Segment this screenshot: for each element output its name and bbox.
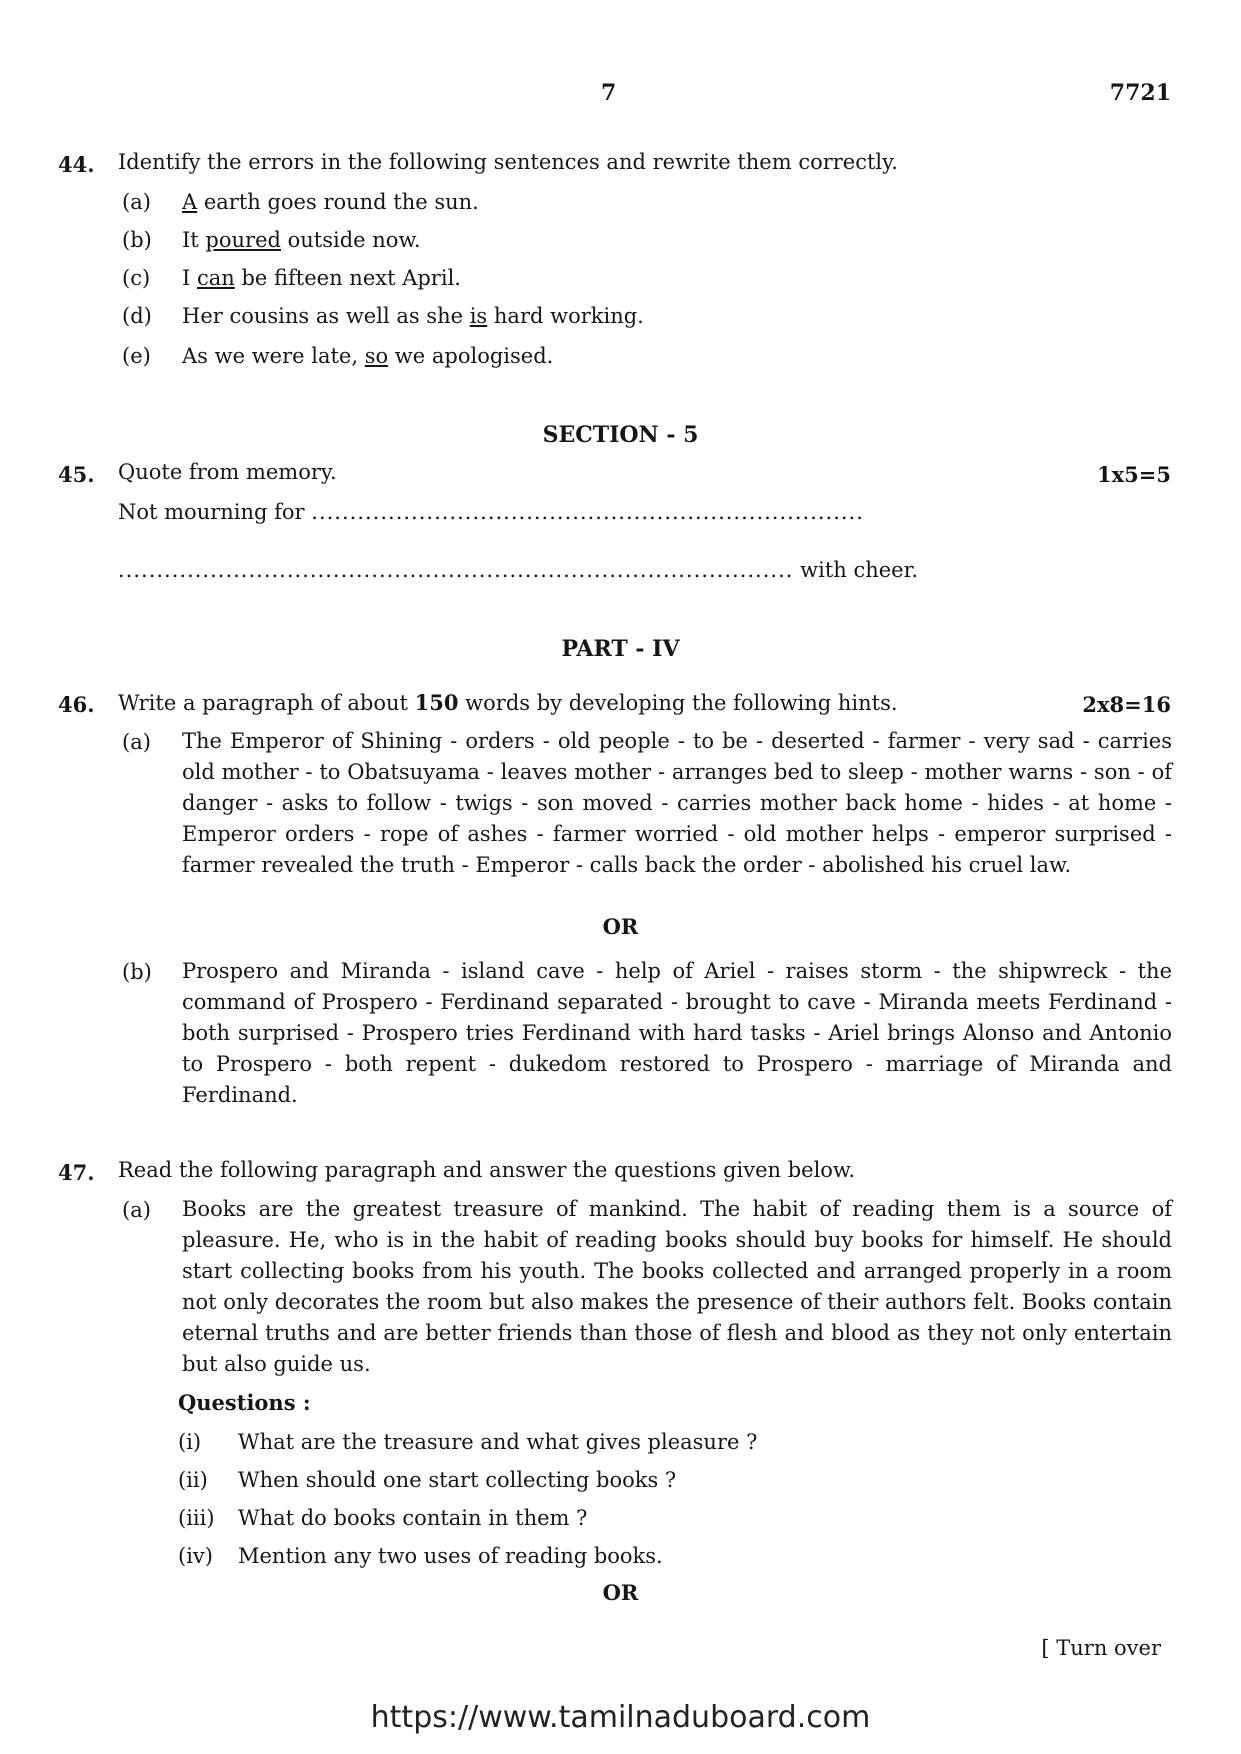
watermark-url: https://www.tamilnaduboard.com	[370, 1700, 871, 1735]
q47-iii-text: What do books contain in them ?	[238, 1506, 588, 1530]
q46-b-hints: Prospero and Miranda - island cave - help of Ariel - raises storm - the shipwreck - the command of Prospero - Ferdinand separated - brought to cave - Miranda meets Ferdinand - both surprised - Prospero tries Ferdinand with hard tasks - Ariel brings Alonso and Antonio to Prospero - both repent - dukedom restored to Prospero - marriage of Miranda and Ferdinand.	[182, 959, 1172, 1107]
q47-i-label: (i)	[178, 1430, 202, 1454]
question-47-number: 47.	[58, 1160, 95, 1185]
q46-a-label: (a)	[122, 730, 151, 754]
q44-item-d-label: (d)	[122, 304, 152, 328]
part-4-title: PART - IV	[561, 636, 680, 662]
page-number: 7	[601, 80, 617, 106]
question-46-instruction: Write a paragraph of about 150 words by developing the following hints.	[118, 690, 898, 715]
turn-over-note: [ Turn over	[1041, 1636, 1161, 1660]
question-46-marks: 2x8=16	[1082, 692, 1171, 717]
q47-iii-label: (iii)	[178, 1506, 215, 1530]
q47-or: OR	[602, 1580, 639, 1605]
question-44-number: 44.	[58, 152, 95, 177]
q45-line-2: ........................................................................................ with cheer.	[118, 558, 919, 582]
q46-or: OR	[602, 914, 639, 939]
q44-item-e-label: (e)	[122, 344, 151, 368]
q46-b-label: (b)	[122, 960, 152, 984]
q47-iv-label: (iv)	[178, 1544, 213, 1568]
question-45-number: 45.	[58, 462, 95, 487]
q47-a-passage: Books are the greatest treasure of mankind. The habit of reading them is a source of pleasure. He, who is in the habit of reading books should buy books for himself. He should start collecting books from his youth. The books collected and arranged properly in a room not only decorates the room but also makes the presence of their authors felt. Books contain eternal truths and are better friends than those of flesh and blood as they not only entertain but also guide us.	[182, 1197, 1172, 1376]
question-44-instruction: Identify the errors in the following sentences and rewrite them correctly.	[118, 150, 898, 174]
q44-item-a: A earth goes round the sun.	[182, 190, 479, 214]
q47-ii-label: (ii)	[178, 1468, 208, 1492]
q44-item-b-label: (b)	[122, 228, 152, 252]
q47-i-text: What are the treasure and what gives pleasure ?	[238, 1430, 758, 1454]
q47-iv-text: Mention any two uses of reading books.	[238, 1544, 663, 1568]
section-5-title: SECTION - 5	[542, 422, 699, 448]
question-45-instruction: Quote from memory.	[118, 460, 337, 484]
q44-item-a-label: (a)	[122, 190, 151, 214]
paper-code: 7721	[1109, 80, 1171, 106]
q46-a-hints: The Emperor of Shining - orders - old people - to be - deserted - farmer - very sad - carries old mother - to Obatsuyama - leaves mother - arranges bed to sleep - mother warns - son - of danger - asks to follow - twigs - son moved - carries mother back home - hides - at home - Emperor orders - rope of ashes - farmer worried - old mother helps - emperor surprised - farmer revealed the truth - Emperor - calls back the order - abolished his cruel law.	[182, 729, 1172, 877]
q47-ii-text: When should one start collecting books ?	[238, 1468, 677, 1492]
q44-item-c-label: (c)	[122, 266, 151, 290]
q44-item-c: I can be fifteen next April.	[182, 266, 461, 290]
question-46-number: 46.	[58, 692, 95, 717]
question-47-instruction: Read the following paragraph and answer the questions given below.	[118, 1158, 856, 1182]
q44-item-b: It poured outside now.	[182, 228, 421, 252]
q47-a-label: (a)	[122, 1198, 151, 1222]
q44-item-d: Her cousins as well as she is hard working.	[182, 304, 644, 328]
q44-item-e: As we were late, so we apologised.	[182, 344, 554, 368]
q45-line-1: Not mourning for ........................................................................	[118, 500, 864, 524]
questions-title: Questions :	[178, 1390, 311, 1415]
question-45-marks: 1x5=5	[1097, 462, 1171, 487]
